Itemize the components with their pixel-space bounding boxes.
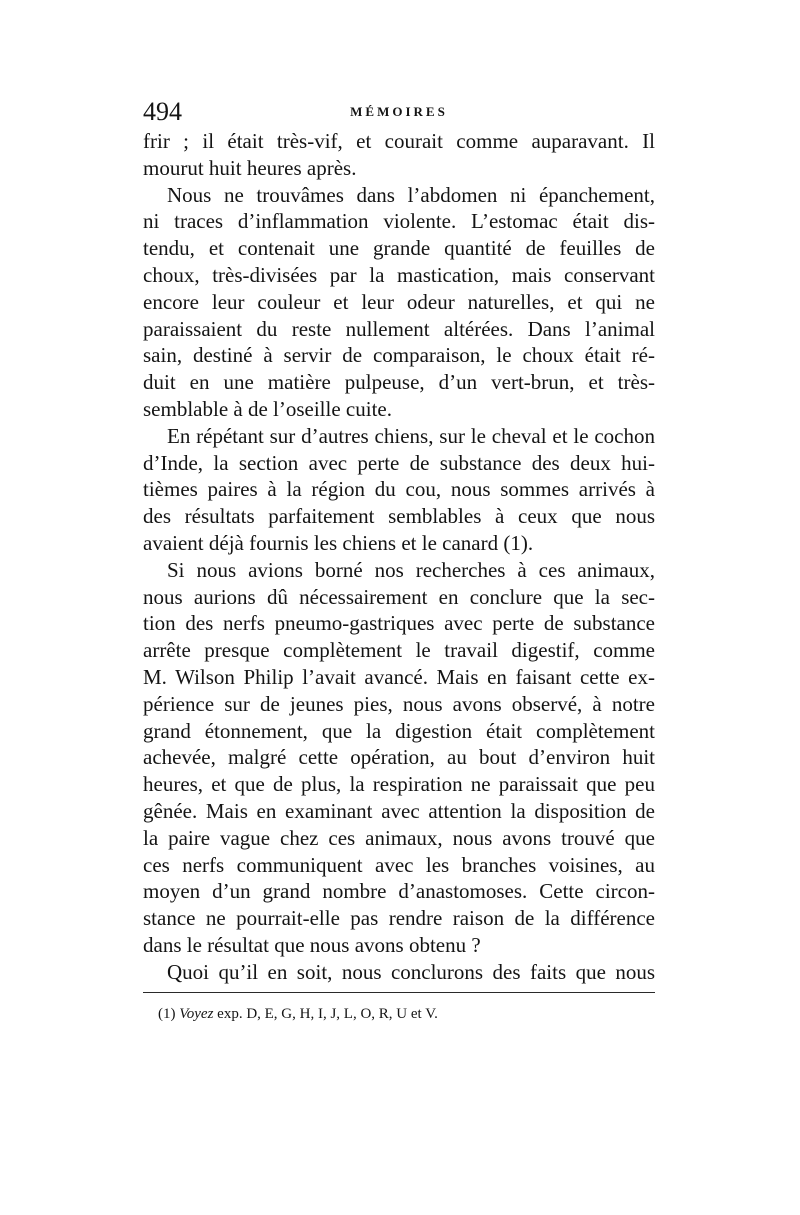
text-line: M. Wilson Philip l’avait avancé. Mais en faisant cette ex- bbox=[143, 664, 655, 689]
text-line: arrête presque complètement le travail digestif, comme bbox=[143, 638, 655, 663]
text-line: duit en une matière pulpeuse, d’un vert-brun, et très- bbox=[143, 370, 655, 395]
text-line: Si nous avions borné nos recherches à ces animaux, bbox=[167, 557, 655, 582]
text-line: grand étonnement, que la digestion était complètement bbox=[143, 718, 655, 743]
text-line: moyen d’un grand nombre d’anastomoses. Cette circon- bbox=[143, 879, 655, 904]
text-line: nous aurions dû nécessairement en conclure que la sec- bbox=[143, 584, 655, 609]
footnote-divider bbox=[143, 992, 655, 993]
footnote bbox=[158, 1003, 638, 1025]
text-line: tion des nerfs pneumo-gastriques avec perte de substance bbox=[143, 611, 655, 636]
text-line: des résultats parfaitement semblables à ceux que nous bbox=[143, 504, 655, 529]
text-line: ni traces d’inflammation violente. L’estomac était dis- bbox=[143, 209, 655, 234]
text-line: dans le résultat que nous avons obtenu ? bbox=[143, 932, 481, 957]
text-line: la paire vague chez ces animaux, nous avons trouvé que bbox=[143, 825, 655, 850]
text-line: mourut huit heures après. bbox=[143, 155, 357, 180]
page-number: 494 bbox=[143, 97, 182, 126]
footnote-label: Voyez bbox=[179, 1006, 214, 1022]
body-text bbox=[143, 128, 655, 986]
text-line: périence sur de jeunes pies, nous avons observé, à notre bbox=[143, 691, 655, 716]
text-line: sain, destiné à servir de comparaison, le choux était ré- bbox=[143, 343, 655, 368]
text-line: gênée. Mais en examinant avec attention la disposition de bbox=[143, 798, 655, 823]
text-line: avaient déjà fournis les chiens et le canard (1). bbox=[143, 530, 534, 555]
text-line: heures, et que de plus, la respiration ne paraissait que peu bbox=[143, 772, 655, 797]
text-line: d’Inde, la section avec perte de substance des deux hui- bbox=[143, 450, 655, 475]
text-line: stance ne pourrait-elle pas rendre raison de la différence bbox=[143, 906, 655, 931]
text-line: Quoi qu’il en soit, nous conclurons des faits que nous bbox=[167, 959, 655, 984]
page-header bbox=[143, 92, 655, 132]
text-line: frir ; il était très-vif, et courait comme auparavant. Il bbox=[143, 129, 655, 153]
running-head: MÉMOIRES bbox=[350, 104, 448, 119]
text-line: paraissaient du reste nullement altérées. Dans l’animal bbox=[143, 316, 655, 341]
footnote-marker: (1) bbox=[158, 1006, 176, 1022]
text-line: achevée, malgré cette opération, au bout d’environ huit bbox=[143, 745, 655, 770]
text-line: En répétant sur d’autres chiens, sur le cheval et le cochon bbox=[167, 423, 655, 448]
text-line: tendu, et contenait une grande quantité de feuilles de bbox=[143, 236, 655, 261]
text-line: semblable à de l’oseille cuite. bbox=[143, 396, 392, 421]
text-line: ces nerfs communiquent avec les branches voisines, au bbox=[143, 852, 655, 877]
text-line: Nous ne trouvâmes dans l’abdomen ni épanchement, bbox=[167, 182, 655, 207]
text-line: encore leur couleur et leur odeur naturelles, et qui ne bbox=[143, 289, 655, 314]
footnote-text: exp. D, E, G, H, I, J, L, O, R, U et V. bbox=[217, 1006, 438, 1022]
text-line: choux, très-divisées par la mastication, mais conservant bbox=[143, 262, 655, 287]
text-line: tièmes paires à la région du cou, nous sommes arrivés à bbox=[143, 477, 655, 502]
